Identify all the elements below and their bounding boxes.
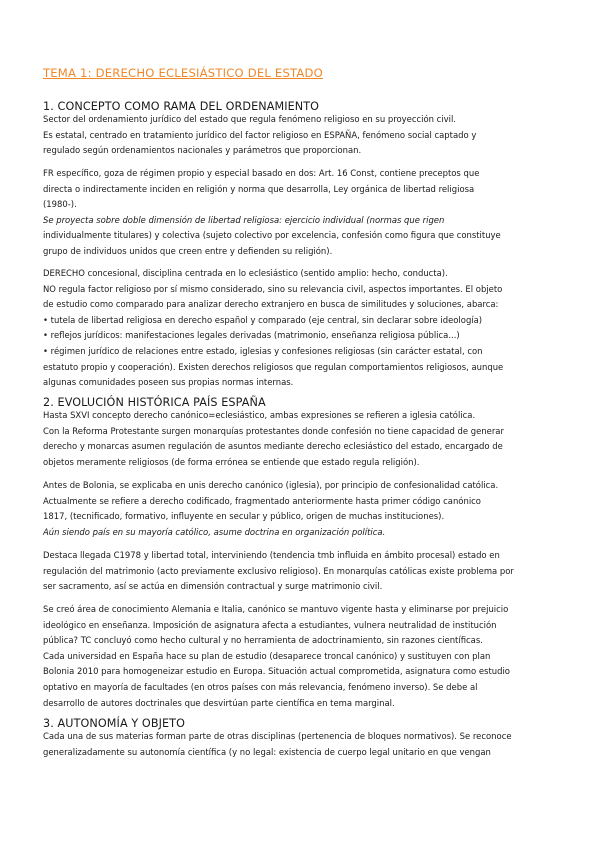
paragraph	[43, 602, 557, 711]
text-line: regulación del matrimonio (acto previamente exclusivo religioso). En monarquías católicas existe problema por	[43, 565, 514, 576]
text-line: individualmente titulares) y colectiva (sujeto colectivo por excelencia, confesión como figura que constituye	[43, 230, 501, 241]
text-line: Aún siendo país en su mayoría católico, asume doctrina en organización política.	[43, 526, 386, 537]
text-line: directa o indirectamente inciden en religión y norma que desarrolla, Ley orgánica de libertad religiosa	[43, 183, 475, 194]
paragraph	[43, 266, 557, 391]
paragraph	[43, 478, 557, 540]
text-line: (1980-).	[43, 199, 77, 210]
paragraph	[43, 408, 557, 470]
text-line: Se creó área de conocimiento Alemania e Italia, canónico se mantuvo vigente hasta y eliminarse por prejuicio	[43, 604, 509, 614]
document-title: TEMA 1: DERECHO ECLESIÁSTICO DEL ESTADO	[43, 66, 323, 80]
text-line: Actualmente se refiere a derecho codificado, fragmentado anteriormente hasta primer código canónico	[43, 495, 481, 506]
text-line: desarrollo de autores doctrinales que desvirtúan parte científica en tema marginal.	[43, 697, 395, 708]
text-line: Sector del ordenamiento jurídico del estado que regula fenómeno religioso en su proyección civil.	[43, 114, 456, 124]
text-line: pública? TC concluyó como hecho cultural y no herramienta de adoctrinamiento, sin razones científicas.	[43, 635, 483, 646]
text-line: optativo en mayoría de facultades (en otros países con más relevancia, fenómeno inverso). Se debe al	[43, 681, 478, 692]
text-line: Con la Reforma Protestante surgen monarquías protestantes donde confesión no tiene capacidad de generar	[43, 425, 504, 436]
text-line: Antes de Bolonia, se explicaba en unis derecho canónico (iglesia), por principio de confesionalidad católica.	[43, 480, 499, 490]
text-line: FR específico, goza de régimen propio y especial basado en dos: Art. 16 Const, contiene preceptos que	[43, 168, 480, 178]
text-line: grupo de individuos unidos que creen entre y defienden su religión).	[43, 245, 333, 256]
section-heading-autonomia: 3. AUTONOMÍA Y OBJETO	[43, 717, 186, 730]
text-line: generalizadamente su autonomía científica (y no legal: existencia de cuerpo legal unitario en que vengan	[43, 746, 491, 757]
text-line: de estudio como comparado para analizar derecho extranjero en busca de similitudes y soluciones, abarca:	[43, 299, 499, 310]
paragraph	[43, 166, 557, 260]
paragraph	[43, 729, 557, 760]
text-line: Cada universidad en España hace su plan de estudio (desaparece troncal canónico) y sustituyen con plan	[43, 650, 491, 661]
bullet-item: • tutela de libertad religiosa en derecho español y comparado (eje central, sin declarar sobre ideología)	[43, 314, 483, 325]
bullet-item: • régimen jurídico de relaciones entre estado, iglesias y confesiones religiosas (sin carácter estatal, con	[43, 345, 483, 356]
text-line: Es estatal, centrado en tratamiento jurídico del factor religioso en ESPAÑA, fenómeno social captado y	[43, 129, 477, 140]
text-line: ser sacramento, así se actúa en dimensión contractual y surge matrimonio civil.	[43, 581, 383, 592]
text-line: 1817, (tecnificado, formativo, influyente en secular y público, origen de muchas instituciones).	[43, 511, 445, 522]
text-line: algunas comunidades poseen sus propias normas internas.	[43, 377, 294, 388]
text-line: Cada una de sus materias forman parte de otras disciplinas (pertenencia de bloques normativos). Se reconoce	[43, 731, 512, 741]
text-line: NO regula factor religioso por sí mismo considerado, sino su relevancia civil, aspectos importantes. El objeto	[43, 283, 503, 294]
paragraph	[43, 112, 557, 159]
text-line: derecho y monarcas asumen regulación de asuntos mediante derecho eclesiástico del estado, encargado de	[43, 441, 503, 452]
section-heading-concepto: 1. CONCEPTO COMO RAMA DEL ORDENAMIENTO	[43, 100, 320, 113]
text-line: Bolonia 2010 para homogeneizar estudio en Europa. Situación actual comprometida, asignatura como estudio	[43, 666, 510, 677]
text-line: estatuto propio y cooperación). Existen derechos religiosos que regulan comportamientos religiosos, aunque	[43, 361, 504, 372]
text-line: objetos meramente religiosos (de forma errónea se entiende que estado regula religión).	[43, 456, 420, 467]
bullet-item: • reflejos jurídicos: manifestaciones legales derivadas (matrimonio, enseñanza religiosa pública...)	[43, 330, 460, 341]
paragraph	[43, 548, 557, 595]
text-line: ideológico en enseñanza. Imposición de asignatura afecta a estudiantes, vulnera neutralidad de institución	[43, 619, 497, 630]
text-line: regulado según ordenamientos nacionales y parámetros que proporcionan.	[43, 145, 362, 156]
text-line: Hasta SXVI concepto derecho canónico=eclesiástico, ambas expresiones se refieren a iglesia católica.	[43, 410, 476, 420]
section-heading-evolucion: 2. EVOLUCIÓN HISTÓRICA PAÍS ESPAÑA	[43, 396, 266, 409]
text-line: DERECHO concesional, disciplina centrada en lo eclesiástico (sentido amplio: hecho, conducta).	[43, 268, 448, 278]
text-line: Se proyecta sobre doble dimensión de libertad religiosa: ejercicio individual (normas que rigen	[43, 214, 445, 225]
text-line: Destaca llegada C1978 y libertad total, interviniendo (tendencia tmb influida en ámbito procesal) estado en	[43, 550, 500, 560]
